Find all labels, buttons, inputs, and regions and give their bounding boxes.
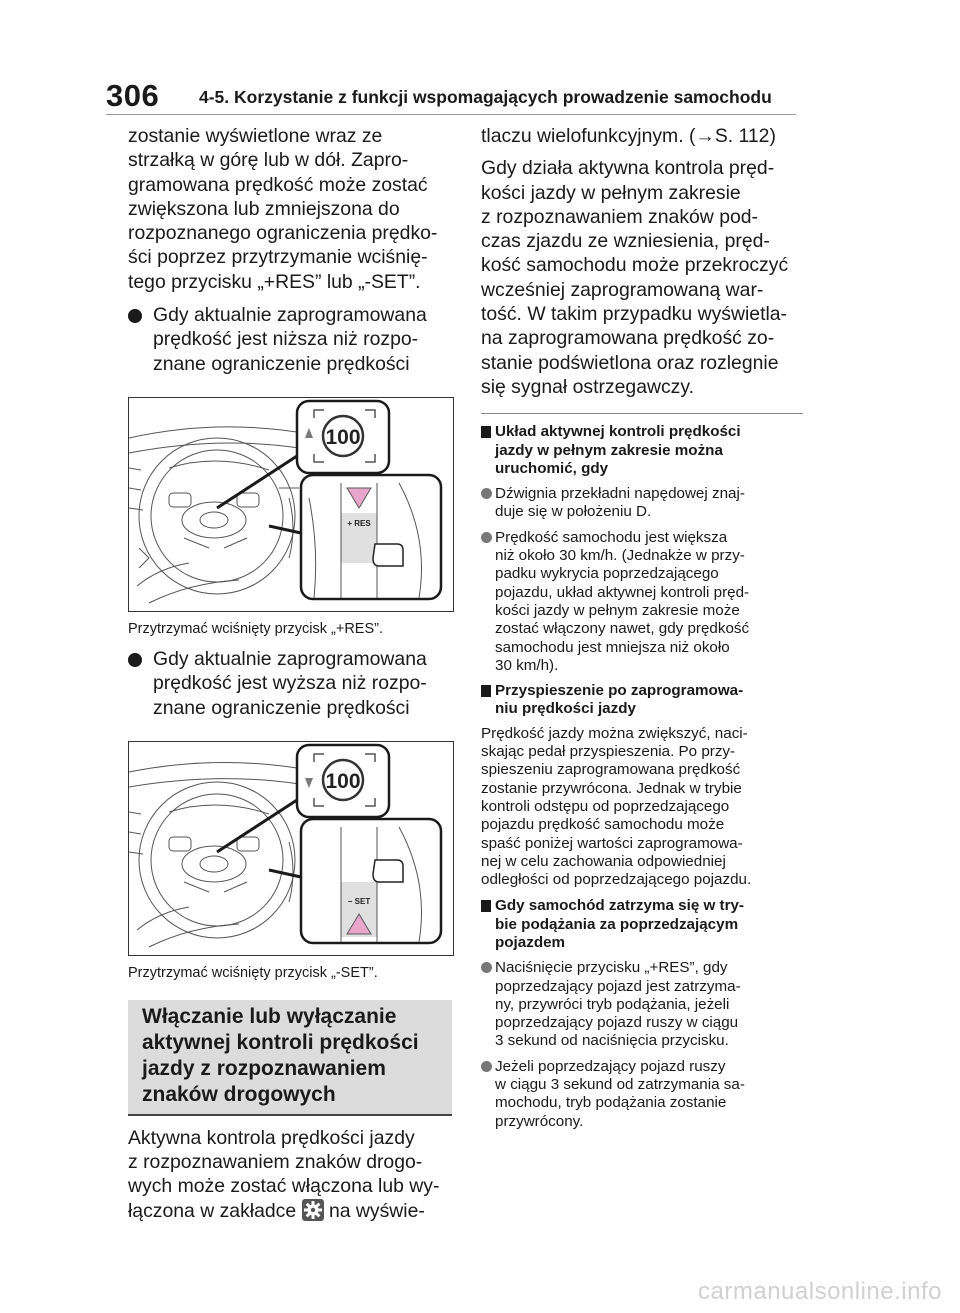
- text-line: Aktywna kontrola prędkości jazdy: [128, 1126, 415, 1149]
- bullet-dot-icon: [481, 532, 492, 543]
- intro-paragraph: [128, 124, 454, 294]
- text-line: poprzedzający pojazd jest zatrzyma-: [495, 977, 741, 995]
- text-line: na zaprogramowana prędkość zo-: [481, 327, 775, 350]
- text-line: mochodu, tryb podążania zostanie: [495, 1094, 727, 1112]
- header-divider: [106, 114, 796, 115]
- section-body: [128, 1126, 454, 1223]
- page-number: 306: [106, 78, 160, 113]
- text-line: pojazdu prędkość samochodu może: [481, 816, 725, 834]
- subheading-stop-follow: [481, 897, 803, 952]
- bullet-dot-icon: [128, 653, 142, 667]
- bullet-shift-lever: [481, 485, 803, 522]
- text-line: zostanie przywrócona. Jednak w trybie: [481, 779, 742, 797]
- text-line: spaść poniżej wartości zaprogramowa-: [481, 834, 743, 852]
- text-line: Układ aktywnej kontroli prędkości: [495, 423, 741, 441]
- text-line: Jeżeli poprzedzający pojazd ruszy: [495, 1057, 726, 1075]
- text-line: padku wykrycia poprzedzającego: [495, 565, 719, 583]
- figure-set-button: [128, 741, 454, 956]
- text-line: Prędkość jazdy można zwiększyć, naci-: [481, 724, 748, 742]
- text-line: tego przycisku „+RES” lub „-SET”.: [128, 270, 421, 293]
- text-line: z rozpoznawaniem znaków pod-: [481, 205, 758, 228]
- left-column: [128, 124, 454, 1223]
- text-line: strzałką w górę lub w dół. Zapro-: [128, 149, 409, 172]
- acceleration-paragraph: [481, 725, 803, 890]
- page-header: [106, 78, 796, 118]
- section-heading-box: [128, 1000, 452, 1116]
- text-line: stanie podświetlona oraz rozlegnie: [481, 351, 779, 374]
- steering-wheel-illustration: [129, 398, 453, 611]
- text-line: kość samochodu może przekroczyć: [481, 254, 789, 277]
- text-line: Gdy aktualnie zaprogramowana: [153, 647, 427, 670]
- divider: [481, 413, 803, 414]
- right-column: [481, 124, 803, 1131]
- set-button-label: − SET: [347, 896, 371, 906]
- text-line: ści poprzez przytrzymanie wciśnię-: [128, 246, 428, 269]
- square-bullet-icon: [481, 685, 491, 697]
- caption-res: Przytrzymać wciśnięty przycisk „+RES”.: [128, 620, 383, 637]
- bullet-dot-icon: [481, 488, 492, 499]
- text-line: Gdy samochód zatrzyma się w try-: [495, 897, 744, 915]
- text-line: Przyspieszenie po zaprogramowa-: [495, 682, 744, 700]
- text-line: odległości od poprzedzającego pojazdu.: [481, 871, 752, 889]
- res-button-label: + RES: [347, 518, 371, 528]
- bullet-lower-speed: [128, 303, 454, 376]
- text-line: prędkość jest wyższa niż rozpo-: [153, 672, 427, 695]
- text-line: tość. W takim przypadku wyświetla-: [481, 303, 788, 326]
- text-line: Gdy aktualnie zaprogramowana: [153, 304, 427, 327]
- text-line: niż około 30 km/h. (Jednakże w przy-: [495, 547, 745, 565]
- text-line: spieszeniu zaprogramowana prędkość: [481, 761, 741, 779]
- text-line: przywrócony.: [495, 1112, 584, 1130]
- text-line: [128, 1199, 454, 1223]
- text-line: czas zjazdu ze wzniesienia, pręd-: [481, 230, 770, 253]
- bullet-dot-icon: [481, 962, 492, 973]
- text-fragment: na wyświe-: [328, 1199, 425, 1222]
- text-line: 3 sekund od naciśnięcia przycisku.: [495, 1032, 729, 1050]
- text-line: jazdy w pełnym zakresie można: [495, 441, 723, 459]
- text-line: duje się w położeniu D.: [495, 503, 652, 521]
- sign-value: 100: [325, 769, 361, 793]
- bullet-preceding-starts: [481, 1058, 803, 1131]
- square-bullet-icon: [481, 426, 491, 438]
- figure-res-button: [128, 397, 454, 612]
- text-line: zwiększona lub zmniejszona do: [128, 197, 400, 220]
- bullet-res-press: [481, 959, 803, 1050]
- text-line: bie podążania za poprzedzającym: [495, 915, 739, 933]
- text-line: prędkość jest niższa niż rozpo-: [153, 328, 419, 351]
- watermark-text: carmanualsonline.info: [698, 1278, 942, 1305]
- section-title-line: jazdy z rozpoznawaniem: [142, 1056, 386, 1080]
- bullet-dot-icon: [481, 1061, 492, 1072]
- text-line: znane ograniczenie prędkości: [153, 352, 410, 375]
- section-title-line: aktywnej kontroli prędkości: [142, 1030, 419, 1054]
- text-line: uruchomić, gdy: [495, 459, 609, 477]
- gear-icon: [302, 1199, 324, 1221]
- subheading-acceleration: [481, 682, 803, 719]
- text-line: kontroli odstępu od poprzedzającego: [481, 797, 730, 815]
- text-line: zostanie wyświetlone wraz ze: [128, 125, 383, 147]
- text-line: pojazdem: [495, 933, 566, 951]
- text-line: wcześniej zaprogramowaną war-: [481, 278, 764, 301]
- section-title-line: Włączanie lub wyłączanie: [142, 1004, 397, 1028]
- text-line: Naciśnięcie przycisku „+RES”, gdy: [495, 959, 728, 977]
- text-line: samochodu jest mniejsza niż około: [495, 638, 730, 656]
- text-fragment: łączona w zakładce: [128, 1199, 297, 1222]
- text-line: zostać włączony nawet, gdy prędkość: [495, 620, 750, 638]
- bullet-higher-speed: [128, 647, 454, 720]
- steering-wheel-illustration: [129, 742, 453, 955]
- text-line: w ciągu 3 sekund od zatrzymania sa-: [495, 1076, 745, 1094]
- text-line: pojazdu, układ aktywnej kontroli pręd-: [495, 583, 750, 601]
- overspeed-paragraph: [481, 156, 803, 399]
- text-line: niu prędkości jazdy: [495, 700, 636, 718]
- chapter-title: 4-5. Korzystanie z funkcji wspomagających prowadzenie samochodu: [199, 87, 772, 107]
- text-line: z rozpoznawaniem znaków drogo-: [128, 1151, 423, 1174]
- text-line: znane ograniczenie prędkości: [153, 696, 410, 719]
- text-line: skając pedał przyspieszenia. Po przy-: [481, 743, 736, 761]
- text-line: gramowana prędkość może zostać: [128, 173, 428, 196]
- text-line: kości jazdy w pełnym zakresie może: [495, 601, 740, 619]
- text-line: nej w celu zachowania odpowiedniej: [481, 852, 726, 870]
- text-line: się sygnał ostrzegawczy.: [481, 375, 695, 398]
- text-line: tlaczu wielofunkcyjnym. (→S. 112): [481, 125, 776, 147]
- text-line: rozpoznanego ograniczenia prędko-: [128, 222, 438, 245]
- text-line: Gdy działa aktywna kontrola pręd-: [481, 157, 775, 180]
- subheading-activation: [481, 423, 803, 478]
- text-line: 30 km/h).: [495, 656, 559, 674]
- text-line: Prędkość samochodu jest większa: [495, 528, 728, 546]
- text-line: ny, przywróci tryb podążania, jeżeli: [495, 995, 730, 1013]
- text-line: wych może zostać włączona lub wy-: [128, 1175, 440, 1198]
- text-line: Dźwignia przekładni napędowej znaj-: [495, 485, 745, 503]
- sign-value: 100: [325, 425, 361, 449]
- bullet-dot-icon: [128, 309, 142, 323]
- square-bullet-icon: [481, 900, 491, 912]
- caption-set: Przytrzymać wciśnięty przycisk „-SET”.: [128, 964, 378, 981]
- section-title-line: znaków drogowych: [142, 1082, 336, 1106]
- text-line: poprzedzający pojazd ruszy w ciągu: [495, 1014, 739, 1032]
- bullet-vehicle-speed: [481, 529, 803, 675]
- text-line: kości jazdy w pełnym zakresie: [481, 181, 741, 204]
